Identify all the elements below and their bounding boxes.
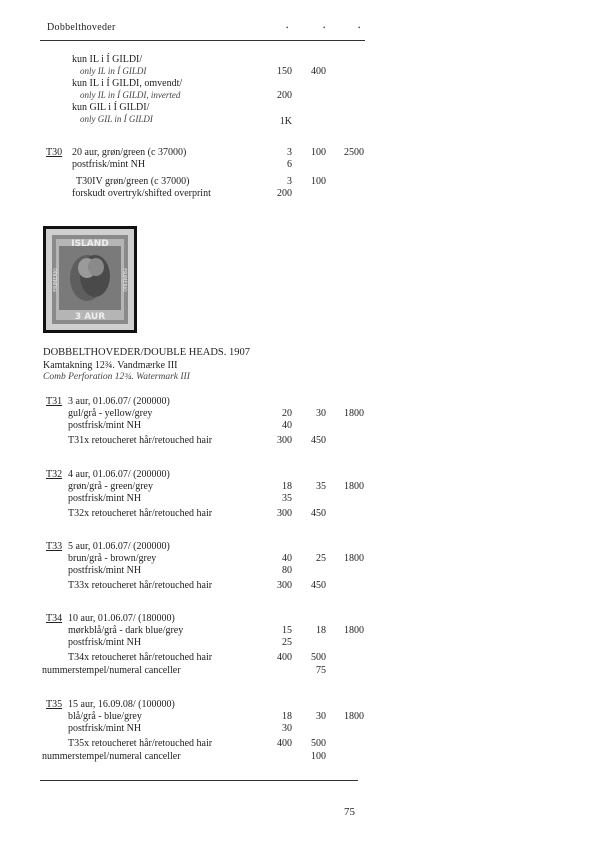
issue-line: 20 aur, grøn/green (c 37000) [72,147,187,158]
price: 3 [287,147,292,158]
price: 1K [279,116,292,127]
stamp-right-text: FRIMERKI [121,268,127,292]
price: 300 [277,580,292,591]
variant-line: T32x retoucheret hår/retouched hair [68,508,213,519]
catalog-code: T33 [46,541,63,552]
price: 2500 [344,147,364,158]
price: 200 [277,188,292,199]
price: 80 [282,565,292,576]
mint-label: postfrisk/mint NH [68,493,142,504]
price: 35 [282,493,292,504]
section-line-3: Comb Perforation 12¾. Watermark III [43,372,190,382]
price: 40 [282,420,292,431]
canceller-line: nummerstempel/numeral canceller [42,751,181,762]
variant-line: T30IV grøn/green (c 37000) [76,176,190,187]
mint-label: postfrisk/mint NH [72,159,146,170]
price: 300 [277,508,292,519]
price: 400 [277,652,292,663]
issue-line: 15 aur, 16.09.08/ (100000) [68,699,175,710]
price: 3 [287,176,292,187]
variant-line: T34x retoucheret hår/retouched hair [68,652,213,663]
color-line: blå/grå - blue/grey [68,711,142,722]
catalog-code: T34 [46,613,63,624]
stamp-bottom-text: 3 AUR [74,312,106,322]
price: 450 [311,435,326,446]
stamp-image [43,226,137,333]
variant-line: T35x retoucheret hår/retouched hair [68,738,213,749]
catalog-code: T31 [46,396,63,407]
price: 18 [282,481,292,492]
header-rule [40,40,365,41]
issue-line: 10 aur, 01.06.07/ (180000) [68,613,175,624]
header-mark-1: • [286,24,289,32]
header-mark-2: • [323,24,326,32]
mint-label: postfrisk/mint NH [68,723,142,734]
price: 100 [311,147,326,158]
variant-label: kun IL i Í GILDI/ [72,54,143,65]
catalog-code: T32 [46,469,63,480]
price: 1800 [344,711,364,722]
price: 6 [287,159,292,170]
shift-label: forskudt overtryk/shifted overprint [72,188,211,199]
price: 1800 [344,408,364,419]
price: 100 [311,176,326,187]
price: 300 [277,435,292,446]
price: 75 [316,665,326,676]
color-line: brun/grå - brown/grey [68,553,157,564]
section-line-2: Kamtakning 12¾. Vandmærke III [43,360,178,371]
color-line: mørkblå/grå - dark blue/grey [68,625,184,636]
color-line: gul/grå - yellow/grey [68,408,153,419]
mint-label: postfrisk/mint NH [68,565,142,576]
price: 18 [282,711,292,722]
price: 30 [282,723,292,734]
price: 25 [316,553,326,564]
price: 18 [316,625,326,636]
price: 1800 [344,625,364,636]
variant-line: T33x retoucheret hår/retouched hair [68,580,213,591]
price: 15 [282,625,292,636]
mint-label: postfrisk/mint NH [68,637,142,648]
issue-line: 4 aur, 01.06.07/ (200000) [68,469,170,480]
issue-line: 3 aur, 01.06.07/ (200000) [68,396,170,407]
canceller-line: nummerstempel/numeral canceller [42,665,181,676]
price: 400 [311,66,326,77]
variant-line: T31x retoucheret hår/retouched hair [68,435,213,446]
price: 400 [277,738,292,749]
price: 35 [316,481,326,492]
price: 450 [311,508,326,519]
price: 500 [311,738,326,749]
stamp-top-text: ISLAND [71,239,109,249]
catalog-code: T30 [46,147,63,158]
price: 200 [277,90,292,101]
variant-label-en: only IL in Í GILDI [80,66,147,76]
price: 1800 [344,553,364,564]
color-line: grøn/grå - green/grey [68,481,153,492]
price: 450 [311,580,326,591]
section-title: DOBBELTHOVEDER/DOUBLE HEADS. 1907 [43,347,250,358]
variant-label: kun IL i Í GILDI, omvendt/ [72,78,183,89]
price: 20 [282,408,292,419]
variant-label: kun GIL i Í GILDI/ [72,102,150,113]
variant-label-en: only GIL in Í GILDI [80,114,153,124]
price: 25 [282,637,292,648]
catalog-code: T35 [46,699,63,710]
variant-label-en: only IL in Í GILDI, inverted [80,90,181,100]
price: 100 [311,751,326,762]
running-header: Dobbelthoveder [47,22,116,33]
price: 1800 [344,481,364,492]
price: 30 [316,408,326,419]
price: 500 [311,652,326,663]
page-number: 75 [344,806,355,818]
issue-line: 5 aur, 01.06.07/ (200000) [68,541,170,552]
price: 40 [282,553,292,564]
price: 30 [316,711,326,722]
header-mark-3: • [358,24,361,32]
stamp-left-text: FRIMERKI [53,268,59,292]
price: 150 [277,66,292,77]
footer-rule [40,780,358,781]
mint-label: postfrisk/mint NH [68,420,142,431]
